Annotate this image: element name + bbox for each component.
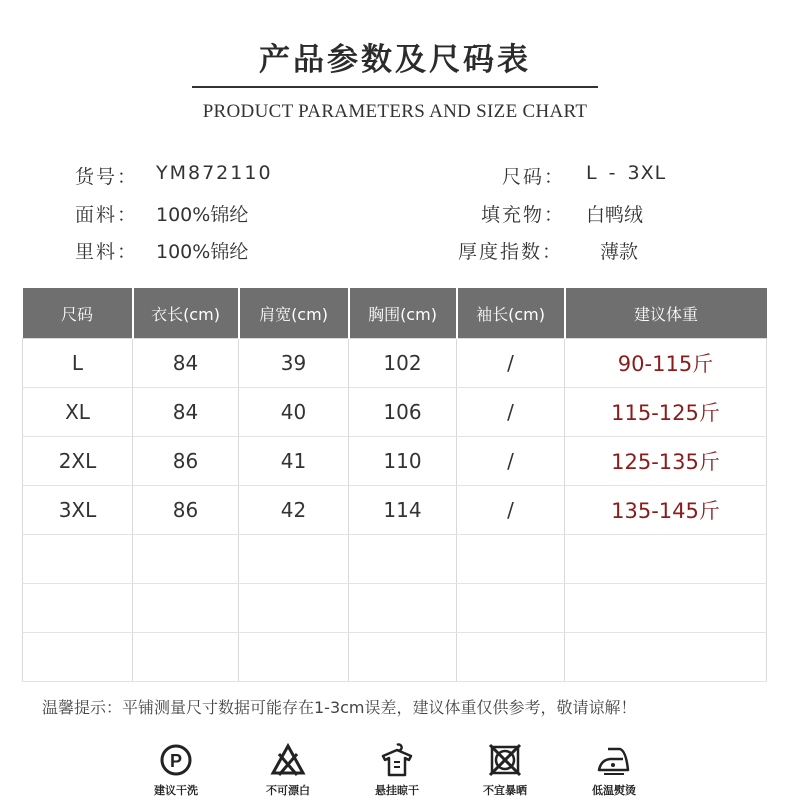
care-label: 低温熨烫: [592, 784, 636, 797]
cell-chest: 102: [349, 339, 457, 388]
hang-dry-icon: [379, 742, 415, 778]
cell-shoulder: 39: [239, 339, 349, 388]
param-size: [502, 162, 667, 189]
cell-sleeve: /: [457, 486, 565, 535]
table-row: [23, 486, 767, 535]
col-header-chest: 胸围(cm): [349, 288, 457, 339]
care-hang-dry: [352, 742, 442, 798]
param-fabric-label: 面料：: [75, 204, 139, 226]
cell-size: XL: [23, 388, 133, 437]
cell-chest: 110: [349, 437, 457, 486]
size-chart-table: [22, 288, 767, 682]
cell-length: 86: [133, 437, 239, 486]
param-fabric-value: 100%锦纶: [156, 204, 249, 226]
param-lining-value: 100%锦纶: [156, 241, 249, 263]
cell-size: 3XL: [23, 486, 133, 535]
param-fabric: [75, 200, 249, 227]
cell-chest: 114: [349, 486, 457, 535]
col-header-length: 衣长(cm): [133, 288, 239, 339]
param-filling: [481, 200, 644, 227]
page-title: 产品参数及尺码表: [259, 42, 531, 78]
param-thickness: [458, 237, 639, 264]
cell-shoulder: 41: [239, 437, 349, 486]
cell-weight: 115-125斤: [565, 388, 767, 437]
table-row: [23, 437, 767, 486]
col-header-sleeve: 袖长(cm): [457, 288, 565, 339]
param-filling-value: 白鸭绒: [586, 204, 644, 226]
param-filling-label: 填充物：: [481, 204, 566, 226]
cell-sleeve: /: [457, 388, 565, 437]
cell-weight: 125-135斤: [565, 437, 767, 486]
svg-text:P: P: [169, 751, 183, 771]
no-bleach-icon: [270, 742, 306, 778]
param-lining: [75, 237, 249, 264]
param-item-no: [75, 162, 273, 189]
param-thickness-label: 厚度指数：: [458, 241, 564, 263]
cell-weight: 90-115斤: [565, 339, 767, 388]
care-dry-clean: [131, 742, 221, 798]
table-row-empty: [23, 584, 767, 633]
param-lining-label: 里料：: [75, 241, 139, 263]
care-label: 不可漂白: [266, 784, 310, 797]
table-header-row: [23, 288, 767, 339]
cell-shoulder: 42: [239, 486, 349, 535]
param-item-no-label: 货号：: [75, 166, 139, 188]
cell-shoulder: 40: [239, 388, 349, 437]
table-row: [23, 388, 767, 437]
iron-low-icon: [596, 742, 632, 778]
care-no-bleach: [243, 742, 333, 798]
param-size-value: L - 3XL: [586, 162, 667, 184]
table-row: [23, 339, 767, 388]
col-header-weight: 建议体重: [565, 288, 767, 339]
cell-sleeve: /: [457, 339, 565, 388]
title-divider: [192, 86, 598, 88]
table-row-empty: [23, 633, 767, 682]
dry-clean-icon: [158, 742, 194, 778]
param-size-label: 尺码：: [502, 166, 566, 188]
no-tumble-dry-icon: [487, 742, 523, 778]
care-label: 不宜暴晒: [483, 784, 527, 797]
col-header-shoulder: 肩宽(cm): [239, 288, 349, 339]
cell-sleeve: /: [457, 437, 565, 486]
cell-size: L: [23, 339, 133, 388]
care-label: 建议干洗: [154, 784, 198, 797]
table-row-empty: [23, 535, 767, 584]
care-label: 悬挂晾干: [375, 784, 419, 797]
cell-length: 84: [133, 388, 239, 437]
cell-size: 2XL: [23, 437, 133, 486]
page-subtitle: PRODUCT PARAMETERS AND SIZE CHART: [202, 101, 588, 122]
cell-weight: 135-145斤: [565, 486, 767, 535]
param-thickness-value: 薄款: [600, 241, 639, 263]
care-no-sun: [460, 742, 550, 798]
care-iron-low: [569, 742, 659, 798]
cell-chest: 106: [349, 388, 457, 437]
cell-length: 86: [133, 486, 239, 535]
measurement-note: 温馨提示：平铺测量尺寸数据可能存在1-3cm误差，建议体重仅供参考，敬请谅解！: [42, 698, 637, 717]
col-header-size: 尺码: [23, 288, 133, 339]
param-item-no-value: YM872110: [156, 162, 273, 184]
cell-length: 84: [133, 339, 239, 388]
